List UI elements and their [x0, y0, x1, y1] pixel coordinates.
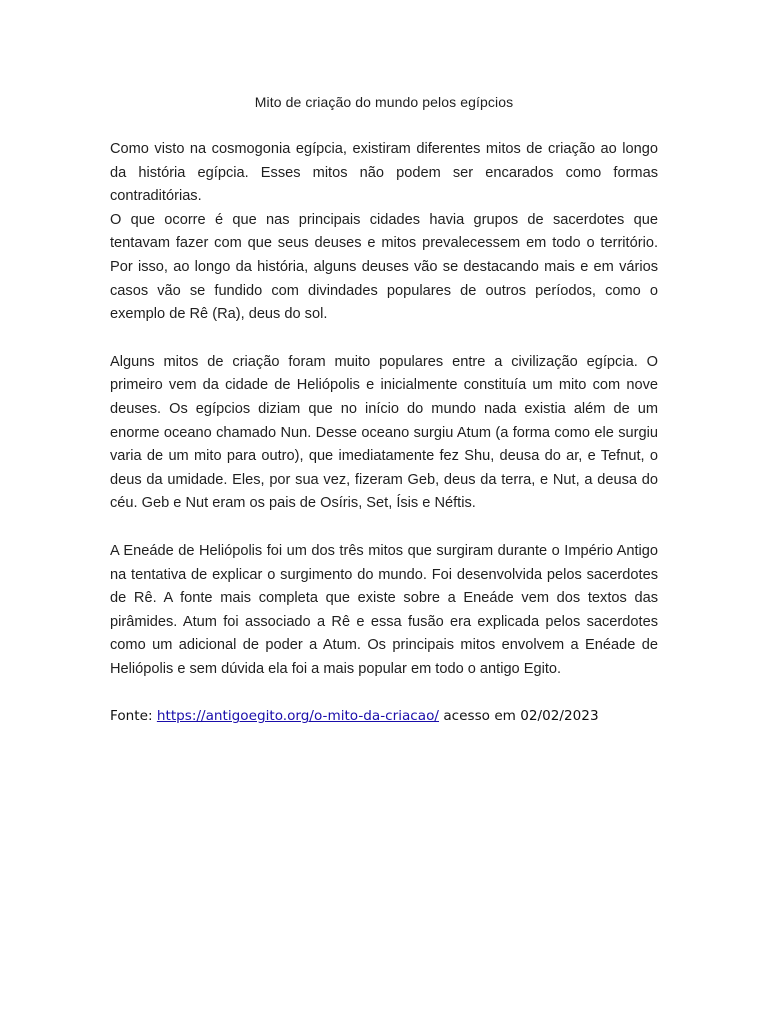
source-access-date: acesso em 02/02/2023	[443, 708, 599, 725]
document-page	[110, 92, 658, 727]
document-title: Mito de criação do mundo pelos egípcios	[254, 94, 514, 110]
source-label: Fonte:	[110, 708, 153, 725]
paragraph-spacer	[110, 516, 658, 540]
paragraph-spacer	[110, 327, 658, 351]
source-citation	[110, 705, 658, 727]
paragraph-priests: O que ocorre é que nas principais cidades havia grupos de sacerdotes que tentavam fazer com que seus deuses e mitos prevalecessem em todo o território. Por isso, ao longo da história, alguns deuses vão se destacando mais e em vários casos vão se fundido com divindades populares de outros períodos, como o exemplo de Rê (Ra), deus do sol.	[110, 211, 658, 323]
paragraph-intro: Como visto na cosmogonia egípcia, existiram diferentes mitos de criação ao longo da história egípcia. Esses mitos não podem ser encarados como formas contraditórias.	[110, 141, 658, 205]
paragraph-ennead: A Eneáde de Heliópolis foi um dos três mitos que surgiram durante o Império Antigo na tentativa de explicar o surgimento do mundo. Foi desenvolvida pelos sacerdotes de Rê. A fonte mais completa que existe sobre a Eneáde vem dos textos das pirâmides. Atum foi associado a Rê e essa fusão era explicada pelos sacerdotes como um adicional de poder a Atum. Os principais mitos envolvem a Enéade de Heliópolis e sem dúvida ela foi a mais popular em todo o antigo Egito.	[110, 542, 658, 677]
paragraph-heliopolis-myth: Alguns mitos de criação foram muito populares entre a civilização egípcia. O primeiro vem da cidade de Heliópolis e inicialmente constituía um mito com nove deuses. Os egípcios diziam que no início do mundo nada existia além de um enorme oceano chamado Nun. Desse oceano surgiu Atum (a forma como ele surgiu varia de um mito para outro), que imediatamente fez Shu, deusa do ar, e Tefnut, o deus da umidade. Eles, por sua vez, fizeram Geb, deus da terra, e Nut, a deusa do céu. Geb e Nut eram os pais de Osíris, Set, Ísis e Néftis.	[110, 353, 658, 512]
source-link[interactable]: https://antigoegito.org/o-mito-da-criacao/	[156, 708, 440, 725]
